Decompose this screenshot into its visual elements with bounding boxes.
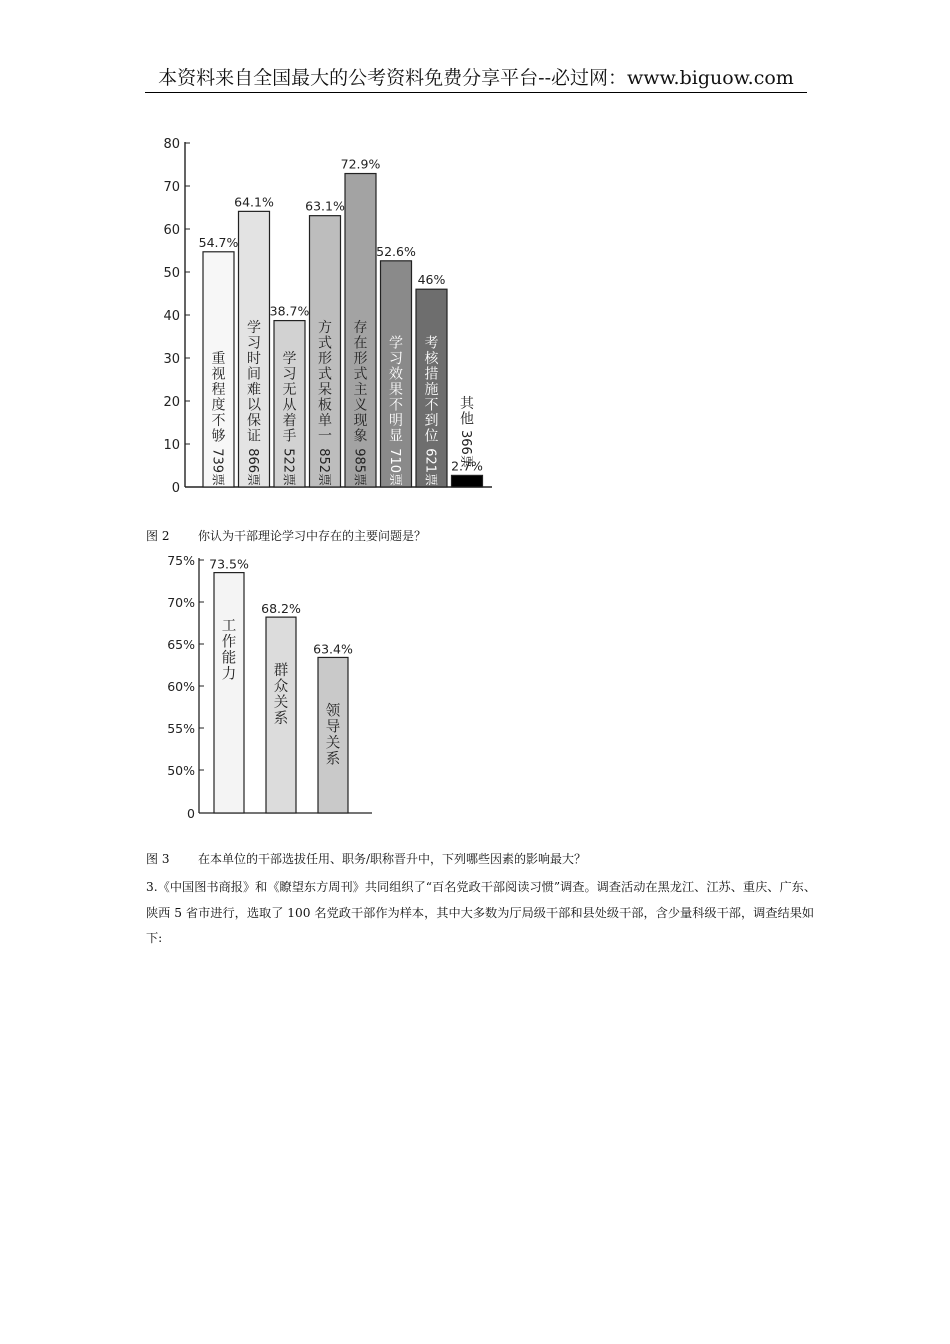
y-tick-label: 30 (163, 352, 180, 367)
y-tick-label: 60 (163, 223, 180, 238)
figure-2-caption (146, 527, 426, 544)
figure-2-chart (140, 130, 520, 500)
y-tick-label: 50 (163, 266, 180, 281)
y-tick-label: 70% (167, 595, 195, 610)
bar (214, 573, 244, 813)
bar-category-label: 存在形式主义现象 (353, 320, 368, 445)
bar-vote-label: 866票 (245, 448, 260, 487)
bar-value-label: 68.2% (261, 601, 301, 617)
figure-3-caption-number: 图 3 (146, 852, 170, 866)
bar-vote-label: 852票 (316, 448, 331, 487)
bar-category-label: 群众关系 (273, 663, 289, 728)
bar-vote-label: 985票 (351, 448, 367, 487)
figure-2-caption-number: 图 2 (146, 529, 170, 543)
figure-3-caption-text: 在本单位的干部选拔任用、职务/职称晋升中，下列哪些因素的影响最大？ (198, 852, 587, 866)
y-tick-label: 0 (171, 481, 180, 496)
survey-paragraph-text: 3.《中国图书商报》和《瞭望东方周刊》共同组织了“百名党政干部阅读习惯”调查。调查活动在黑龙江、江苏、重庆、广东、陕西 5 省市进行，选取了 100 名党政干部作为样本，其中大多数为厅局级干部和县处级干部，含少量科级干部，调查结果如下: (146, 880, 817, 945)
bar-value-label: 2.7% (451, 458, 483, 474)
bar-vote-label: 621票 (422, 448, 438, 487)
bar-vote-label: 366票 (458, 430, 473, 468)
survey-paragraph (146, 875, 826, 952)
y-tick-label: 75% (167, 553, 195, 568)
bar-value-label: 72.9% (340, 156, 381, 172)
page-header (145, 66, 807, 93)
bar-category-label: 学习时间难以保证 (247, 320, 261, 445)
y-tick-label: 20 (163, 395, 180, 410)
figure-3-chart (140, 548, 400, 828)
y-tick-label: 50% (167, 763, 195, 778)
bar-value-label: 63.1% (305, 198, 345, 214)
bar-value-label: 46% (417, 272, 446, 288)
figure-3-caption (146, 850, 586, 867)
header-text: 本资料来自全国最大的公考资料免费分享平台--必过网：www.biguow.com (158, 67, 794, 89)
bar-category-label: 其他 (460, 396, 474, 428)
bar-category-label: 学习效果不明显 (389, 335, 403, 445)
y-tick-label: 65% (167, 637, 195, 652)
bar-category-label: 方式形式呆板单一 (318, 320, 332, 445)
bar-category-label: 考核措施不到位 (424, 335, 439, 445)
bar-category-label: 领导关系 (325, 703, 341, 768)
bar-vote-label: 710票 (387, 448, 402, 487)
y-tick-label: 60% (167, 679, 195, 694)
y-tick-label: 40 (163, 309, 180, 324)
y-tick-label: 0 (187, 806, 195, 821)
y-tick-label: 10 (163, 438, 180, 453)
bar-value-label: 52.6% (376, 243, 416, 259)
bar-value-label: 64.1% (234, 194, 274, 210)
bar-category-label: 重视程度不够 (211, 351, 226, 445)
bar-vote-label: 739票 (209, 448, 225, 487)
y-tick-label: 55% (167, 721, 195, 736)
figure-2-caption-text: 你认为干部理论学习中存在的主要问题是？ (198, 529, 427, 543)
bar-value-label: 63.4% (313, 641, 353, 657)
bar (452, 475, 483, 487)
bar-category-label: 工作能力 (221, 618, 237, 683)
bar-value-label: 54.7% (198, 234, 239, 250)
bar-vote-label: 522票 (280, 448, 296, 487)
bar-category-label: 学习无从着手 (282, 351, 297, 445)
y-tick-label: 80 (163, 137, 180, 152)
y-tick-label: 70 (163, 180, 180, 195)
bar-value-label: 38.7% (269, 303, 310, 319)
bar-value-label: 73.5% (209, 556, 249, 572)
